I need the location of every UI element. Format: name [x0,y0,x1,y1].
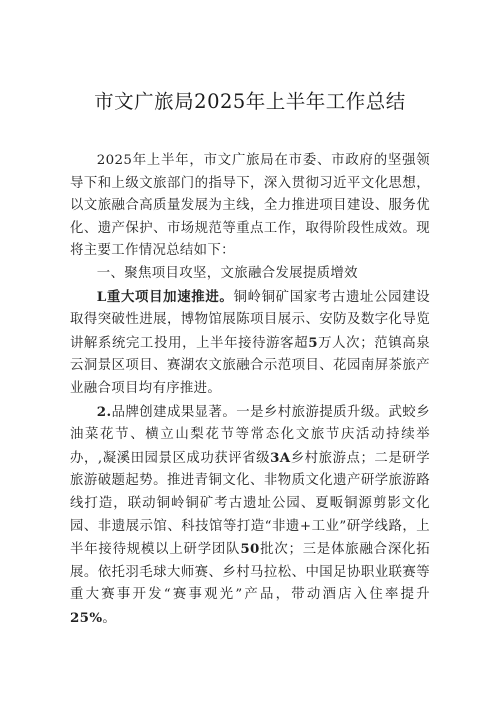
item-1-text-cont: 万人次；范镇高泉云洞景区项目、赛湖农文旅融合示范项目、花园南屏茶旅产业融合项目均有序推进。 [70,335,430,396]
item-2-paragraph [70,401,430,631]
item-2-text: 一是乡村旅游提质升级。武蛟乡油菜花节、横立山梨花节等常态化文旅节庆活动持续举办，,凝溪田园景区成功获评省级 [70,404,430,466]
item-2-text-cont: 乡村旅游点；二是研学旅游破题起势。推进青铜文化、非物质文化遗产研学旅游路线打造，联动铜岭铜矿考古遗址公园、夏畈铜源剪影文化园、非遗展示馆、科技馆等打造“非遗+工业”研学线路，上半年接待规模以上研学团队 [70,450,430,558]
item-2-end: 。 [102,610,117,626]
item-1-visitor-count: 5 [308,334,318,351]
item-2-scenic-level: 3A [270,449,291,466]
item-2-team-count: 50 [240,541,260,558]
document-body [70,150,430,630]
item-1-paragraph [70,286,430,401]
item-2-number: 2. [96,403,112,420]
item-1-lead: L重大项目加速推进。 [96,288,234,305]
item-2-occupancy-rate: 25% [70,609,103,626]
item-2-lead-text: 品牌创建成果显著。 [111,404,237,420]
item-1-text: 铜岭铜矿国家考古遗址公园建设取得突破性进展，博物馆展陈项目展示、安防及数字化导览讲解系统完工投用，上半年接待游客超 [70,289,430,351]
item-2-text-cont-2: 批次；三是体旅融合深化拓展。依托羽毛球大师赛、乡村马拉松、中国足协职业联赛等重大赛事开发“赛事观光”产品，带动酒店入住率提升 [70,542,430,603]
document-title: 市文广旅局2025年上半年工作总结 [94,90,406,113]
section-1-heading: 一、聚焦项目攻坚，文旅融合发展提质增效 [96,265,358,281]
intro-paragraph: 2025年上半年，市文广旅局在市委、市政府的坚强领导下和上级文旅部门的指导下，深入贯彻习近平文化思想，以文旅融合高质量发展为主线，全力推进项目建设、服务优化、遗产保护、市场规范等重点工作，取得阶段性成效。现将主要工作情况总结如下： [70,153,430,259]
